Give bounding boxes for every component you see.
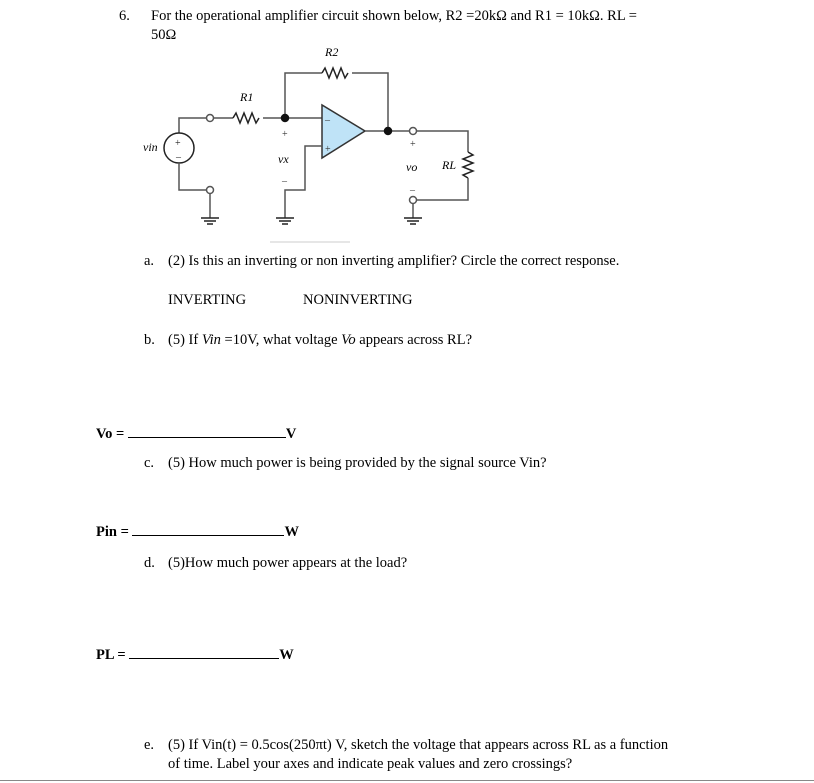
page-divider (0, 780, 814, 781)
ground-icon (276, 218, 294, 224)
label-vx: vx (278, 152, 289, 166)
svg-text:–: – (410, 185, 415, 196)
part-c-text: (5) How much power is being provided by the signal source Vin? (168, 455, 547, 471)
vo-answer-line[interactable]: Vo = V (96, 426, 297, 442)
part-d-text: (5)How much power appears at the load? (168, 555, 408, 571)
resistor-r1 (233, 113, 259, 123)
op-amp-circuit-diagram (0, 0, 814, 260)
svg-text:+: + (410, 139, 416, 150)
svg-text:+: + (325, 144, 331, 155)
part-d-letter: d. (144, 555, 155, 571)
ground-icon (201, 218, 219, 224)
option-inverting[interactable]: INVERTING (168, 292, 247, 308)
ground-icon (404, 218, 422, 224)
label-rl: RL (442, 158, 457, 172)
question-text-cont: 50Ω (151, 27, 177, 43)
svg-text:–: – (176, 152, 181, 163)
svg-text:+: + (175, 138, 181, 149)
part-a-letter: a. (144, 253, 155, 269)
part-e-text: (5) If Vin(t) = 0.5cos(250πt) V, sketch the voltage that appears across RL as a function (168, 737, 669, 753)
svg-text:–: – (282, 176, 287, 187)
part-c-letter: c. (144, 455, 155, 471)
label-vo: vo (406, 160, 418, 174)
option-noninverting[interactable]: NONINVERTING (303, 292, 413, 308)
part-a-text: (2) Is this an inverting or non inverting amplifier? Circle the correct response. (168, 253, 620, 269)
svg-text:+: + (282, 129, 288, 140)
label-vin: vin (143, 140, 158, 154)
resistor-rl (463, 152, 473, 178)
pl-answer-line[interactable]: PL = W (96, 647, 294, 663)
part-b-text: (5) If Vin =10V, what voltage Vo appears across RL? (168, 332, 473, 348)
resistor-r2 (322, 68, 348, 78)
pin-answer-line[interactable]: Pin = W (96, 524, 299, 540)
svg-text:–: – (325, 115, 330, 126)
part-b-letter: b. (144, 332, 155, 348)
part-e-letter: e. (144, 737, 155, 753)
question-text: For the operational amplifier circuit shown below, R2 =20kΩ and R1 = 10kΩ. RL = (151, 8, 637, 24)
part-e-text-cont: of time. Label your axes and indicate peak values and zero crossings? (168, 756, 573, 772)
label-r2: R2 (325, 45, 339, 59)
label-r1: R1 (240, 90, 254, 104)
question-number: 6. (119, 8, 130, 24)
